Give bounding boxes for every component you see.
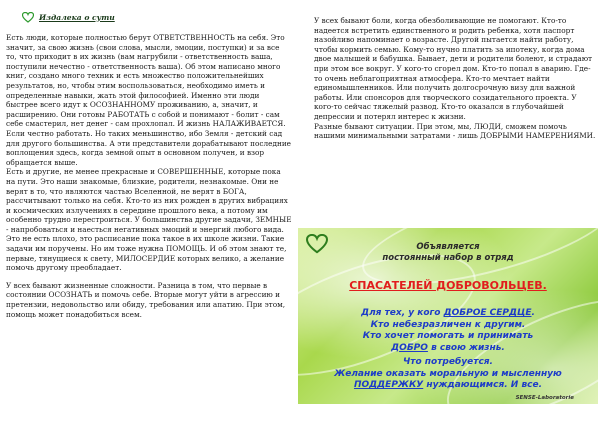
- volunteer-banner: [298, 228, 598, 404]
- banner-p1-text: Для тех, у кого: [361, 308, 444, 318]
- heart-outline-icon: [22, 12, 34, 23]
- banner-p2-line1: Что потребуется.: [403, 357, 493, 367]
- right-column: [314, 16, 596, 141]
- left-column: [6, 0, 292, 319]
- banner-p2-line2: Желание оказать моральную и мысленную: [334, 368, 562, 379]
- section-heading: [22, 12, 292, 23]
- banner-announcement: Объявляется: [416, 242, 480, 252]
- banner-p1-line3: Кто хочет помогать и принимать: [362, 331, 534, 341]
- left-paragraph-1: Есть люди, которые полностью берут ОТВЕТСТВЕННОСТЬ на себя. Это значит, за свою жизнь (свои слова, мысли, эмоции, поступки) и за все то, что приходит в их жизнь (вам нагрубили - ответственность ваша, поступили нечестно - ответственность ваша). Об этом написано много книг, создано много техник и есть множество положительнейших результатов, но, чтобы этим воспользоваться, необходимо иметь и определенные навыки, жать этой философией. Именно эти люди быстрее всего идут к ОСОЗНАННОМУ проживанию, а, значит, и расширению. Они готовы РАБОТАТЬ с собой и понимают - болит - сам себе смастерил, нет денег - сам прохлопал. И жизнь НАЛАЖИВАЕТСЯ. Если честно работать. Но таких меньшинство, ибо Земля - детский сад для другого большинства. А эти представители дорабатывают последние воплощения здесь, когда земной опыт в основном получен, и взор обращается выше.: [6, 33, 291, 167]
- banner-subline: постоянный набор в отряд: [382, 253, 514, 263]
- banner-support-word: ПОДДЕРЖКУ: [353, 380, 424, 390]
- banner-good-word: ДОБРО: [391, 342, 428, 353]
- right-paragraph-1: У всех бывают боли, когда обезболивающие не помогают. Кто-то надеется встретить единственного и родить ребенка, хотя паспорт назойливо напоминает о возрасте. Другой пытается найти работу, чтобы кормить семью. Кому-то нучно платить за ипотеку, когда дома двое малышей и бабушка. Бывает, дети и родители болеют, и страдают при этом все вокруг. У кого-то сгорел дом. Кто-то попал в аварию. Где-то очень неблагоприятная атмосфера. Кто-то мечтает найти единомышленников. Или получить долгосрочную визу для важной работы. Или спонсоров для творческого созидательного проекта. У кого-то сейчас тяжелый развод. Кто-то оказался в глубочайшей депрессии и потерял интерес к жизни.: [314, 16, 593, 121]
- right-paragraph-2: Разные бывают ситуации. При этом, мы, ЛЮДИ, сможем помочь нашими минимальными затратами - лишь ДОБРЫМИ НАМЕРЕНИЯМИ.: [314, 121, 596, 141]
- section-title: Издалека о сути: [39, 12, 115, 22]
- banner-p1-line4: в свою жизнь.: [427, 342, 505, 353]
- left-paragraph-2: Есть и другие, не менее прекрасные и СОВЕРШЕННЫЕ, которые пока на пути. Это наши знакомые, близкие, родители, незнакомые. Они не верят в то, что являются частью Вселенной, не верят в БОГА, рассчитывают только на себя. Кто-то из них рожден в других вибрациях и космических излучениях в середине прошлого века, а потому им особенно трудно перестроиться. У большинства другие задачи, ЗЕМНЫЕ - напробоваться и наесться негативных эмоций и энергий любого вида. Это не есть плохо, это расписание пока такое в их школе жизни. Такие задачи им поручены. Но им тоже нужна ПОМОЩЬ. И об этом знают те, первые, тянущиеся к свету, МИЛОСЕРДИЕ которых велико, а желание помочь другому преобладает.: [6, 167, 292, 273]
- banner-p1-end: .: [531, 308, 535, 318]
- left-paragraph-3: У всех бывают жизненные сложности. Разница в том, что первые в состоянии ОСОЗНАТЬ и помочь себе. Вторые могут уйти в агрессию и претензии, недовольство или обиду, требования или апатию. При этом, помощь может понадобиться всем.: [6, 280, 286, 319]
- banner-kind-heart: ДОБРОЕ СЕРДЦЕ: [443, 308, 532, 318]
- banner-credit: SENSE-Laboratorie: [515, 395, 574, 401]
- banner-title: СПАСАТЕЛЕЙ ДОБРОВОЛЬЦЕВ.: [349, 279, 547, 292]
- banner-who-paragraph: [298, 308, 598, 354]
- banner-p1-line2: Кто небезразличен к другим.: [370, 319, 526, 330]
- banner-requirements-paragraph: [298, 357, 598, 392]
- banner-p2-line3: нуждающимся. И все.: [423, 380, 543, 390]
